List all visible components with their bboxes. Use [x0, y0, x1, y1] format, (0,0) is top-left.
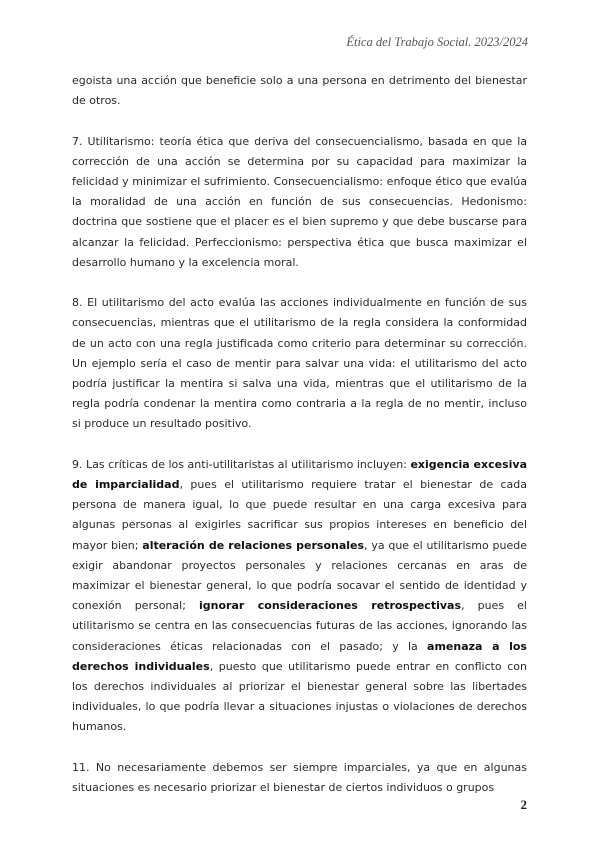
- body-text: [72, 71, 527, 818]
- running-header: Ética del Trabajo Social. 2023/2024: [346, 35, 528, 49]
- paragraph-continuation: egoista una acción que beneficie solo a una persona en detrimento del bienestar de otros.: [72, 74, 527, 108]
- paragraph-9: [72, 455, 527, 738]
- page-number: 2: [520, 797, 527, 812]
- paragraph-7: 7. Utilitarismo: teoría ética que deriva del consecuencialismo, basada en que la corrección de una acción se determina por su capacidad para maximizar la felicidad y minimizar el sufrimiento. Consecuencialismo: enfoque ético que evalúa la moralidad de una acción en función de sus consecuencias. Hedonismo: doctrina que sostiene que el placer es el bien supremo y que debe buscarse para alcanzar la felicidad. Perfeccionismo: perspectiva ética que busca maximizar el desarrollo humano y la excelencia moral.: [72, 134, 527, 269]
- p9-bold-4: amenaza a los derechos individuales: [72, 639, 527, 673]
- p9-bold-3: ignorar consideraciones retrospectivas: [199, 599, 461, 613]
- p9-text-4: , pues el utilitarismo se centra en las consecuencias futuras de las acciones, ignorando las consideraciones éticas relacionadas con el pasado; y la: [72, 599, 527, 653]
- paragraph-11: 11. No necesariamente debemos ser siempre imparciales, ya que en algunas situaciones es necesario priorizar el bienestar de ciertos individuos o grupos: [72, 760, 527, 795]
- p9-text-1: 9. Las críticas de los anti-utilitaristas al utilitarismo incluyen:: [72, 457, 411, 471]
- p9-text-5: , puesto que utilitarismo puede entrar en conflicto con los derechos individuales al priorizar el bienestar general sobre las libertades individuales, lo que podría llevar a situaciones injustas o violaciones de derechos humanos.: [72, 659, 527, 734]
- p9-bold-1: exigencia excesiva de imparcialidad: [72, 457, 527, 492]
- p9-text-2: , pues el utilitarismo requiere tratar el bienestar de cada persona de manera igual, lo que puede resultar en una carga excesiva para algunas personas al exigirles sacrificar sus propios intereses en beneficio del mayor bien;: [72, 478, 528, 552]
- p9-bold-2: alteración de relaciones personales: [142, 538, 365, 552]
- p9-text-3: , ya que el utilitarismo puede exigir abandonar proyectos personales y relaciones cercanas en aras de maximizar el bienestar general, lo que podría socavar el sentido de identidad y conexión personal;: [72, 538, 527, 613]
- paragraph-8: 8. El utilitarismo del acto evalúa las acciones individualmente en función de sus consecuencias, mientras que el utilitarismo de la regla considera la conformidad de un acto con una regla justificada como criterio para determinar su corrección. Un ejemplo sería el caso de mentir para salvar una vida: el utilitarismo del acto podría justificar la mentira si salva una vida, mientras que el utilitarismo de la regla podría condenar la mentira como contraria a la regla de no mentir, incluso si produce un resultado positivo.: [72, 296, 527, 431]
